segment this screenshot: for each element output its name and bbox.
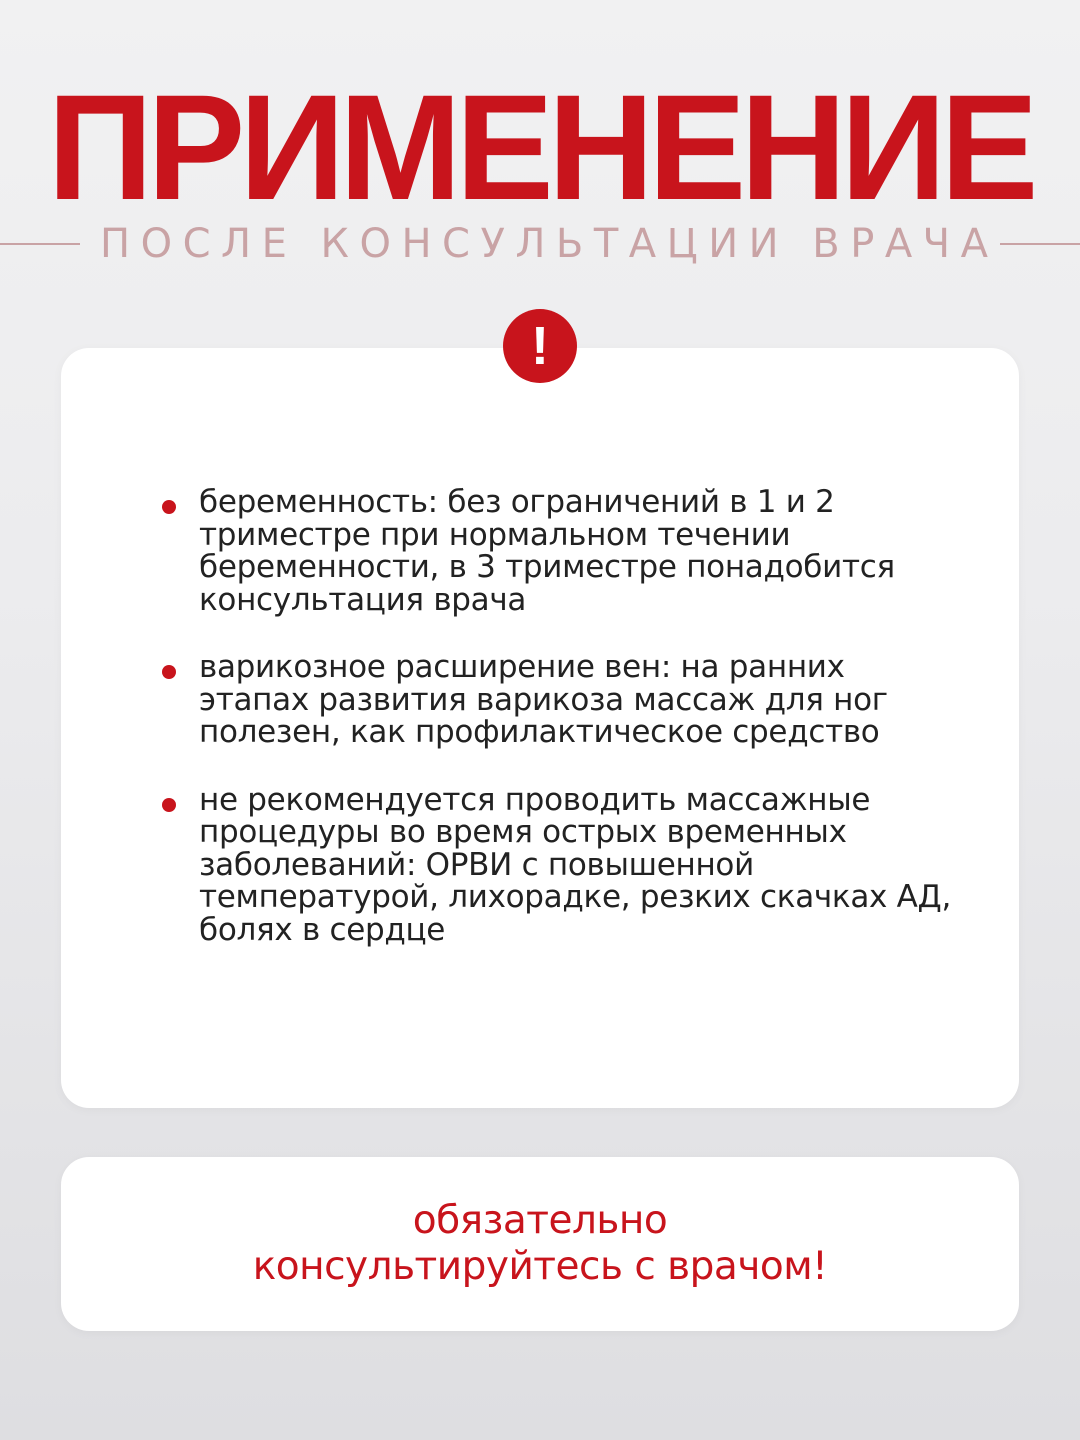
bullet-dot-icon [162,500,176,514]
bullet-dot-icon [162,798,176,812]
list-item-text: беременность: без ограничений в 1 и 2 триместре при нормальном течении беременности, в 3 триместре понадобится консультация врача [199,484,895,618]
list-item [61,486,1019,616]
consult-note-card [61,1157,1019,1331]
list-item [61,651,1019,749]
subtitle-divider-right [1000,243,1080,245]
exclamation-icon: ! [503,309,577,383]
bullet-dot-icon [162,665,176,679]
list-item [61,781,1019,948]
consult-note-line-2: консультируйтесь с врачом! [252,1244,828,1289]
consult-note-line-1: обязательно [412,1198,668,1243]
list-item-text: не рекомендуется проводить массажные процедуры во время острых временных заболеваний: ОРВИ с повышенной температурой, лихорадке, резких скачках АД, болях в сердце [199,781,952,948]
subtitle-divider-left [0,243,80,245]
page-title: ПРИМЕНЕНИЕ [47,63,1033,231]
page-subtitle: ПОСЛЕ КОНСУЛЬТАЦИИ ВРАЧА [100,221,999,267]
list-item-text: варикозное расширение вен: на ранних этапах развития варикоза массаж для ног полезен, как профилактическое средство [199,649,888,750]
consult-note [61,1198,1019,1290]
subtitle-row [0,218,1080,270]
indications-list [61,486,1019,981]
info-card [61,348,1019,1108]
